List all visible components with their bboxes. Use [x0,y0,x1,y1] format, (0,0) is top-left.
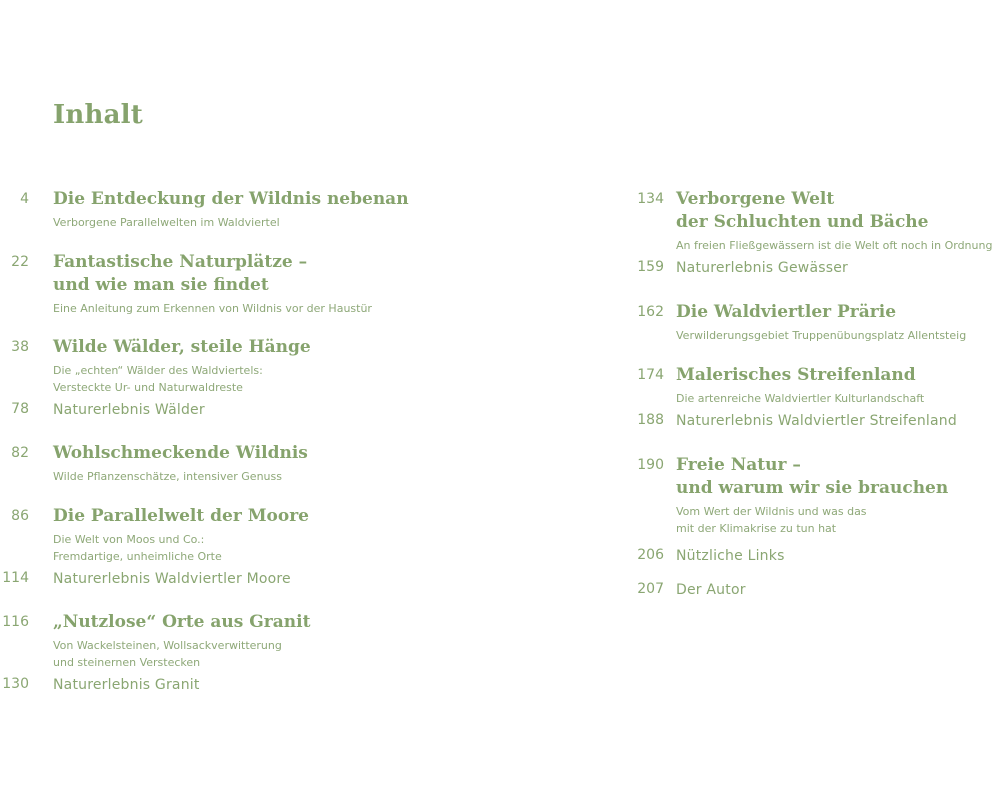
toc-entry[interactable] [2,611,311,671]
page-number: 38 [11,339,29,355]
page-number: 206 [637,547,664,563]
entry-title-line: Wilde Wälder, steile Hänge [53,337,311,357]
entry-title-line: und wie man sie findet [53,275,269,295]
page-number: 114 [2,570,29,586]
entry-title: Der Autor [676,582,746,598]
page-number: 78 [11,401,29,417]
entry-subtitle [53,300,372,317]
entry-subtitle [676,237,992,254]
entry-subtitle-line: Fremdartige, unheimliche Orte [53,550,222,563]
entry-title [676,188,992,234]
entry-subtitle [53,531,309,565]
entry-subtitle-line: und steinernen Verstecken [53,656,201,669]
entry-title-line: Fantastische Naturplätze – [53,252,308,272]
toc-entry[interactable] [637,259,848,277]
page-number: 190 [637,457,664,473]
toc-entry[interactable] [11,336,311,396]
entry-subtitle [53,362,311,396]
entry-title: Naturerlebnis Waldviertler Streifenland [676,413,957,429]
entry-title [676,364,924,387]
toc-entry[interactable] [637,188,993,254]
page-number: 116 [2,614,29,630]
entry-title: Naturerlebnis Granit [53,677,200,693]
entry-title-line: Die Parallelwelt der Moore [53,506,309,526]
toc-entry[interactable] [11,442,308,485]
entry-subtitle [53,637,310,671]
page-number: 162 [637,304,664,320]
entry-title: Naturerlebnis Waldviertler Moore [53,571,291,587]
entry-title: Nützliche Links [676,548,785,564]
entry-subtitle-line: Von Wackelsteinen, Wollsackverwitterung [53,639,282,652]
entry-title-line: „Nutzlose“ Orte aus Granit [53,612,311,632]
entry-title-line: Die Waldviertler Prärie [676,302,897,322]
toc-entry[interactable] [637,412,957,430]
toc-entry[interactable] [637,364,925,407]
entry-subtitle-line: Versteckte Ur- und Naturwaldreste [53,381,243,394]
entry-title-line: Malerisches Streifenland [676,365,916,385]
toc-entry[interactable] [2,676,200,694]
entry-subtitle-line: Verwilderungsgebiet Truppenübungsplatz Allentsteig [676,329,967,342]
entry-title-line: Die Entdeckung der Wildnis nebenan [53,189,409,209]
page-number: 134 [637,191,664,207]
entry-subtitle-line: Wilde Pflanzenschätze, intensiver Genuss [53,470,282,483]
toc-entry[interactable] [11,401,205,419]
page-number: 188 [637,412,664,428]
entry-title [53,442,308,465]
entry-subtitle [676,390,924,407]
page-number: 207 [637,581,664,597]
entry-title [676,454,948,500]
entry-title [53,251,372,297]
entry-subtitle-line: Die Welt von Moos und Co.: [53,533,205,546]
entry-subtitle-line: An freien Fließgewässern ist die Welt oft noch in Ordnung [676,239,993,252]
toc-entry[interactable] [637,454,949,537]
toc-entry[interactable] [11,251,372,317]
entry-subtitle [676,327,966,344]
toc-entry[interactable] [637,581,746,599]
toc-entry[interactable] [637,547,785,565]
entry-title [676,301,966,324]
entry-title-line: der Schluchten und Bäche [676,212,929,232]
entry-subtitle-line: Vom Wert der Wildnis und was das [676,505,867,518]
page-title: Inhalt [53,100,143,130]
entry-subtitle-line: Die „echten“ Wälder des Waldviertels: [53,364,263,377]
entry-subtitle-line: mit der Klimakrise zu tun hat [676,522,837,535]
entry-title-line: und warum wir sie brauchen [676,478,949,498]
entry-title-line: Freie Natur – [676,455,801,475]
page-number: 159 [637,259,664,275]
page-number: 174 [637,367,664,383]
page-number: 4 [20,191,29,207]
entry-title-line: Wohlschmeckende Wildnis [53,443,308,463]
toc-entry[interactable] [11,505,309,565]
entry-title [53,611,310,634]
toc-entry[interactable] [2,570,291,588]
entry-title [53,188,409,211]
entry-title [53,505,309,528]
entry-title [53,336,311,359]
entry-subtitle [676,503,948,537]
entry-subtitle-line: Eine Anleitung zum Erkennen von Wildnis vor der Haustür [53,302,372,315]
toc-entry[interactable] [637,301,967,344]
page-number: 22 [11,254,29,270]
page-number: 86 [11,508,29,524]
entry-subtitle-line: Verborgene Parallelwelten im Waldviertel [53,216,280,229]
toc-entry[interactable] [20,188,409,231]
page-number: 130 [2,676,29,692]
entry-subtitle-line: Die artenreiche Waldviertler Kulturlandschaft [676,392,925,405]
entry-title: Naturerlebnis Gewässer [676,260,848,276]
page-number: 82 [11,445,29,461]
entry-subtitle [53,468,308,485]
entry-subtitle [53,214,409,231]
entry-title: Naturerlebnis Wälder [53,402,205,418]
entry-title-line: Verborgene Welt [676,189,835,209]
